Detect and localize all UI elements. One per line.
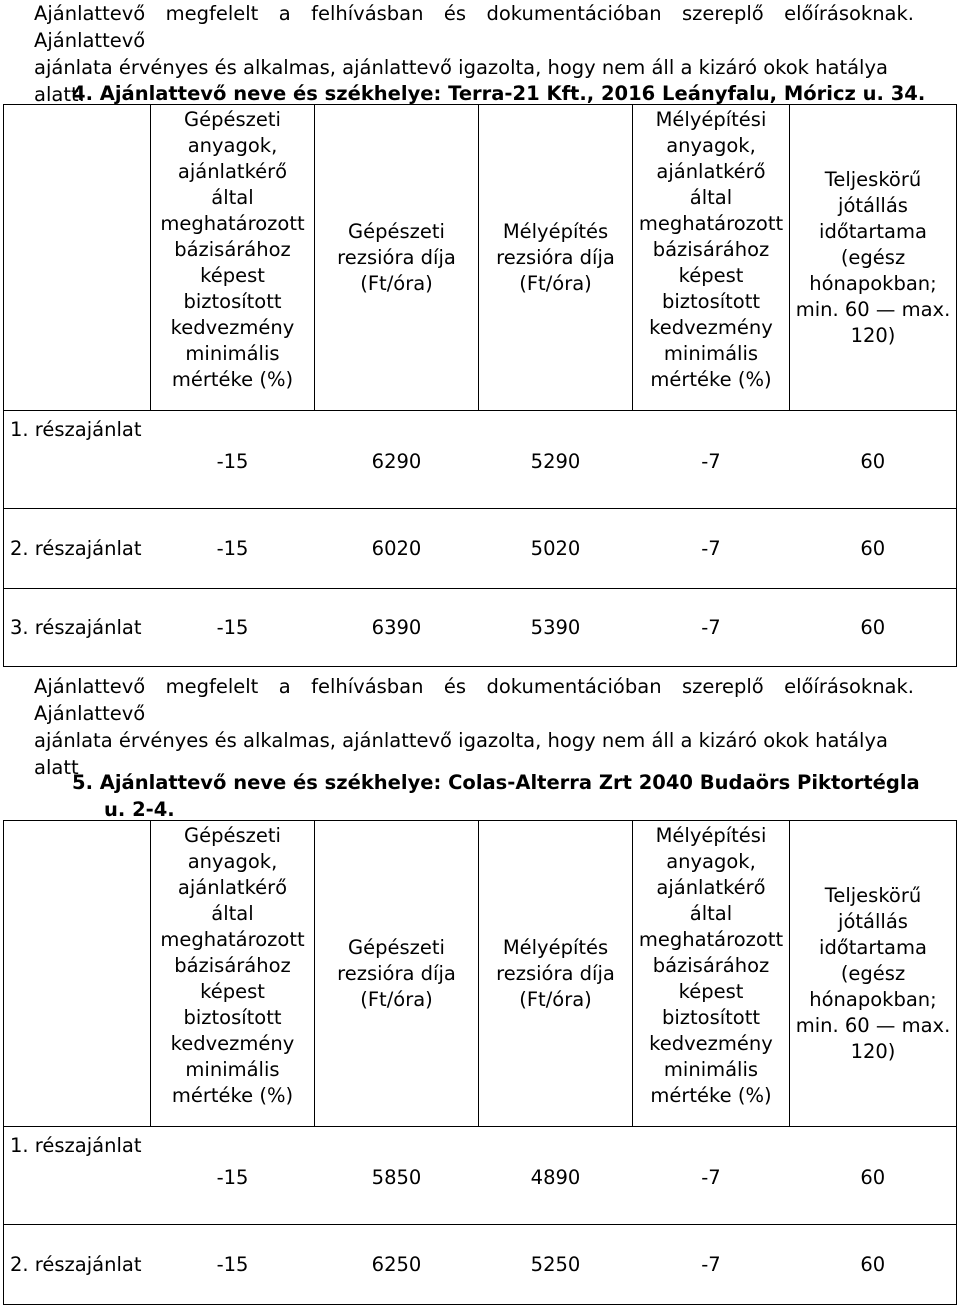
- cell-melyepites-rezsiora: 5290: [479, 411, 633, 509]
- section-5-table: [3, 820, 957, 1305]
- header-melyepites-rezsiora: Mélyépítés rezsióra díja (Ft/óra): [479, 105, 633, 411]
- cell-gepeszeti-kedvezmeny: -15: [151, 509, 315, 589]
- cell-melyepites-rezsiora: 4890: [479, 1127, 633, 1225]
- cell-melyepitesi-kedvezmeny: -7: [633, 411, 790, 509]
- header-melyepitesi-anyag-kedvezmeny: Mélyépítési anyagok, ajánlatkérő által meghatározott bázisárához képest biztosított kedvezmény minimális mértéke (%): [633, 821, 790, 1127]
- intro-line-1: Ajánlattevő megfelelt a felhívásban és dokumentációban szereplő előírásoknak. Ajánlattevő: [34, 2, 914, 52]
- intro-line-3: alatt.: [34, 83, 85, 106]
- cell-melyepites-rezsiora: 5250: [479, 1225, 633, 1305]
- section-5-heading: [72, 769, 932, 823]
- cell-jotallas: 60: [790, 1127, 957, 1225]
- evaluation-paragraph: [34, 673, 914, 781]
- cell-jotallas: 60: [790, 411, 957, 509]
- header-jotallas-idotartam: Teljeskörű jótállás időtartama (egész hónapokban; min. 60 — max. 120): [790, 821, 957, 1127]
- table-row: [4, 411, 957, 509]
- cell-gepeszeti-kedvezmeny: -15: [151, 589, 315, 667]
- cell-gepeszeti-kedvezmeny: -15: [151, 411, 315, 509]
- table-header-row: [4, 821, 957, 1127]
- header-gepeszeti-anyag-kedvezmeny: Gépészeti anyagok, ajánlatkérő által meghatározott bázisárához képest biztosított kedvezmény minimális mértéke (%): [151, 821, 315, 1127]
- row-label: 2. részajánlat: [4, 1225, 151, 1305]
- cell-melyepitesi-kedvezmeny: -7: [633, 589, 790, 667]
- row-label: 1. részajánlat: [4, 1127, 151, 1225]
- cell-gepeszeti-rezsiora: 6290: [315, 411, 479, 509]
- header-corner-cell: [4, 821, 151, 1127]
- section-4-table: [3, 104, 957, 667]
- evaluation-line-2: ajánlata érvényes és alkalmas, ajánlattevő igazolta, hogy nem áll a kizáró okok hatálya: [34, 729, 888, 752]
- cell-jotallas: 60: [790, 1225, 957, 1305]
- cell-jotallas: 60: [790, 589, 957, 667]
- row-label: 3. részajánlat: [4, 589, 151, 667]
- table-row: [4, 1127, 957, 1225]
- section-4-heading: 4. Ajánlattevő neve és székhelye: Terra-21 Kft., 2016 Leányfalu, Móricz u. 34.: [72, 82, 926, 105]
- cell-melyepites-rezsiora: 5020: [479, 509, 633, 589]
- header-corner-cell: [4, 105, 151, 411]
- cell-melyepitesi-kedvezmeny: -7: [633, 1225, 790, 1305]
- evaluation-line-1: Ajánlattevő megfelelt a felhívásban és dokumentációban szereplő előírásoknak. Ajánlattevő: [34, 675, 914, 725]
- header-jotallas-idotartam: Teljeskörű jótállás időtartama (egész hónapokban; min. 60 — max. 120): [790, 105, 957, 411]
- table-row: [4, 509, 957, 589]
- table-row: [4, 589, 957, 667]
- section-5-heading-line-2: u. 2-4.: [104, 798, 175, 821]
- evaluation-line-3: alatt: [34, 756, 79, 779]
- cell-gepeszeti-rezsiora: 5850: [315, 1127, 479, 1225]
- table-header-row: [4, 105, 957, 411]
- cell-melyepites-rezsiora: 5390: [479, 589, 633, 667]
- header-melyepites-rezsiora: Mélyépítés rezsióra díja (Ft/óra): [479, 821, 633, 1127]
- header-gepeszeti-anyag-kedvezmeny: Gépészeti anyagok, ajánlatkérő által meghatározott bázisárához képest biztosított kedvezmény minimális mértéke (%): [151, 105, 315, 411]
- intro-line-2: ajánlata érvényes és alkalmas, ajánlattevő igazolta, hogy nem áll a kizáró okok hatálya: [34, 56, 888, 79]
- header-gepeszeti-rezsiora: Gépészeti rezsióra díja (Ft/óra): [315, 821, 479, 1127]
- section-5-heading-line-1: 5. Ajánlattevő neve és székhelye: Colas-Alterra Zrt 2040 Budaörs Piktortégla: [72, 771, 920, 794]
- cell-melyepitesi-kedvezmeny: -7: [633, 1127, 790, 1225]
- header-melyepitesi-anyag-kedvezmeny: Mélyépítési anyagok, ajánlatkérő által meghatározott bázisárához képest biztosított kedvezmény minimális mértéke (%): [633, 105, 790, 411]
- cell-gepeszeti-rezsiora: 6250: [315, 1225, 479, 1305]
- table-row: [4, 1225, 957, 1305]
- cell-gepeszeti-kedvezmeny: -15: [151, 1225, 315, 1305]
- cell-gepeszeti-kedvezmeny: -15: [151, 1127, 315, 1225]
- row-label: 1. részajánlat: [4, 411, 151, 509]
- header-gepeszeti-rezsiora: Gépészeti rezsióra díja (Ft/óra): [315, 105, 479, 411]
- cell-melyepitesi-kedvezmeny: -7: [633, 509, 790, 589]
- cell-gepeszeti-rezsiora: 6020: [315, 509, 479, 589]
- row-label: 2. részajánlat: [4, 509, 151, 589]
- cell-jotallas: 60: [790, 509, 957, 589]
- cell-gepeszeti-rezsiora: 6390: [315, 589, 479, 667]
